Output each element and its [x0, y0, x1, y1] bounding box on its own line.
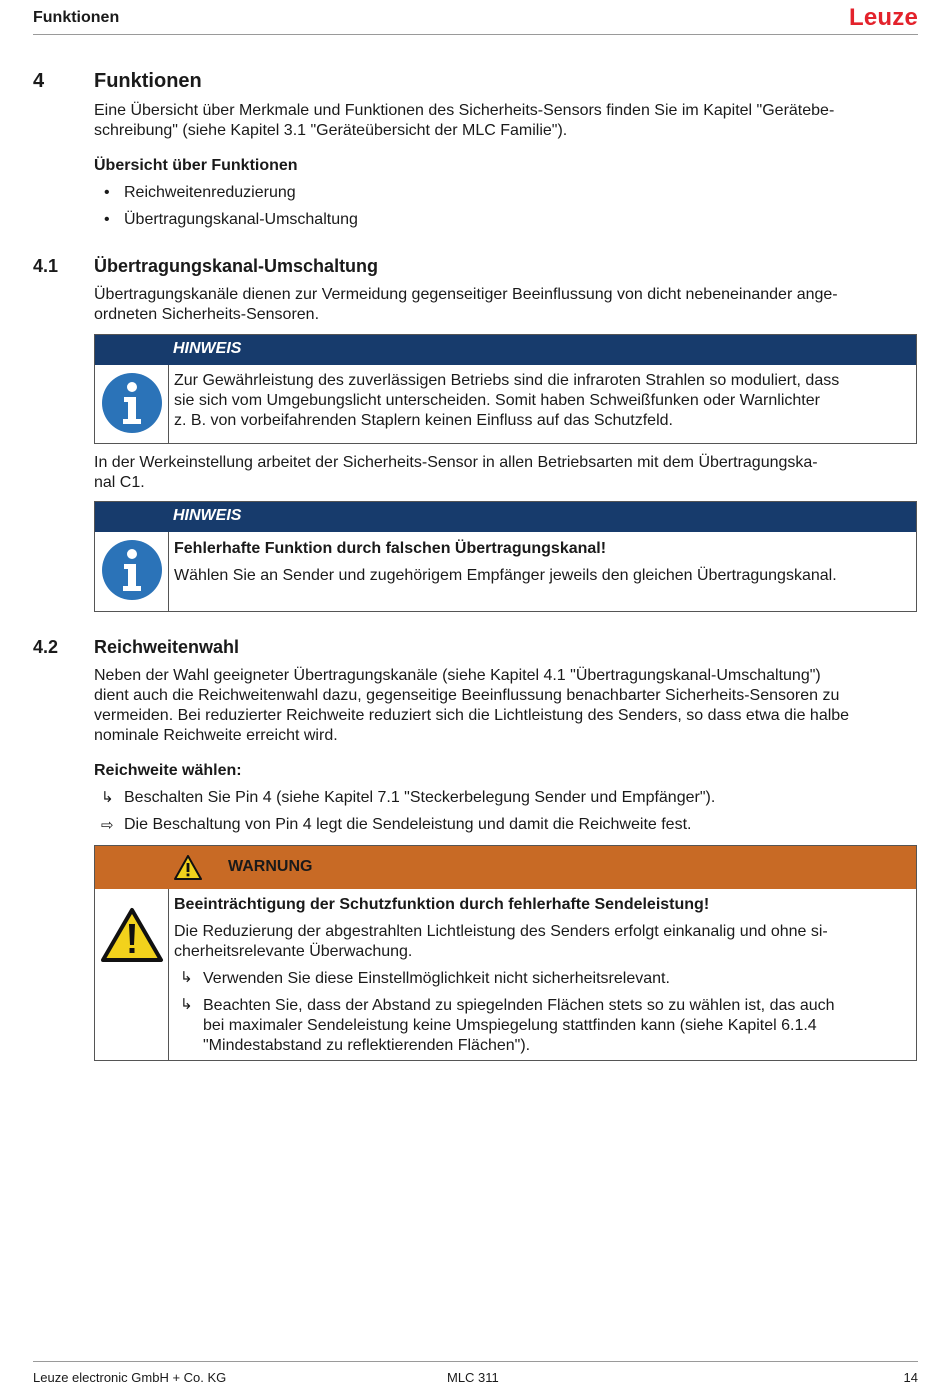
section-4-number: 4: [33, 70, 45, 92]
step-arrow-icon: ↳: [180, 996, 193, 1013]
footer-product: MLC 311: [447, 1370, 499, 1385]
notice-header: [95, 335, 916, 365]
notice-line: sie sich vom Umgebungslicht unterscheiden. Somit haben Schweißfunken oder Warnlichter: [174, 392, 820, 409]
bullet-symbol: •: [104, 184, 110, 201]
warning-step: "Mindestabstand zu reflektierenden Flächen").: [203, 1037, 531, 1054]
notice-box: [94, 501, 917, 612]
info-icon: [102, 540, 162, 600]
footer-divider: [33, 1361, 918, 1362]
header-divider: [33, 34, 918, 35]
paragraph-line: nal C1.: [94, 474, 145, 491]
paragraph-line: In der Werkeinstellung arbeitet der Sicherheits-Sensor in allen Betriebsarten mit dem Übertragungska-: [94, 454, 818, 471]
warning-step: bei maximaler Sendeleistung keine Umspiegelung stattfinden kann (siehe Kapitel 6.1.4: [203, 1017, 817, 1034]
list-item: Übertragungskanal-Umschaltung: [124, 211, 358, 228]
section-4-2-title: Reichweitenwahl: [94, 637, 240, 657]
overview-heading: Übersicht über Funktionen: [94, 157, 298, 174]
section-4-title: Funktionen: [94, 70, 202, 92]
warning-small-icon: [174, 855, 202, 880]
steps-heading: Reichweite wählen:: [94, 762, 242, 779]
warning-bold-line: Beeinträchtigung der Schutzfunktion durch fehlerhafte Sendeleistung!: [174, 896, 710, 913]
notice-text: [174, 371, 906, 431]
step-arrow-icon: ↳: [180, 969, 193, 986]
section-4-2-number: 4.2: [33, 637, 59, 657]
intro-line-1: Eine Übersicht über Merkmale und Funktionen des Sicherheits-Sensors finden Sie im Kapitel "Gerätebe-: [94, 102, 835, 119]
warning-triangle-icon: [100, 907, 164, 963]
paragraph-line: vermeiden. Bei reduzierter Reichweite reduziert sich die Lichtleistung des Senders, so dass etwa die halbe: [94, 707, 850, 724]
section-4-2-paragraph: [94, 666, 906, 746]
footer-company: Leuze electronic GmbH + Co. KG: [33, 1370, 227, 1385]
notice-header: [95, 502, 916, 532]
section-4-1-number: 4.1: [33, 256, 59, 276]
paragraph-line: nominale Reichweite erreicht wird.: [94, 727, 338, 744]
step-item: Beschalten Sie Pin 4 (siehe Kapitel 7.1 "Steckerbelegung Sender und Empfänger").: [124, 789, 716, 806]
bullet-symbol: •: [104, 211, 110, 228]
warning-line: Die Reduzierung der abgestrahlten Lichtleistung des Senders erfolgt einkanalig und ohne si-: [174, 923, 828, 940]
page-number: 14: [903, 1370, 918, 1385]
leuze-logo: Leuze: [848, 4, 918, 31]
paragraph-line: ordneten Sicherheits-Sensoren.: [94, 306, 320, 323]
notice-divider: [168, 365, 169, 443]
warning-text: [174, 895, 906, 1056]
notice-line: z. B. von vorbeifahrenden Staplern keinen Einfluss auf das Schutzfeld.: [174, 412, 673, 429]
paragraph-line: dient auch die Reichweitenwahl dazu, gegenseitige Beeinflussung benachbarter Sicherheits-Sensoren zu: [94, 687, 840, 704]
notice-label: HINWEIS: [173, 340, 242, 357]
step-arrow-icon: ↳: [101, 789, 114, 806]
notice-divider: [168, 532, 169, 611]
running-header-title: Funktionen: [33, 9, 120, 26]
warning-box: [94, 845, 917, 1061]
paragraph-line: Übertragungskanäle dienen zur Vermeidung gegenseitiger Beeinflussung von dicht nebeneinander ange-: [94, 286, 838, 303]
notice-bold-line: Fehlerhafte Funktion durch falschen Übertragungskanal!: [174, 540, 607, 557]
section-4-1-paragraph: [94, 285, 906, 325]
warning-step: Beachten Sie, dass der Abstand zu spiegelnden Flächen stets so zu wählen ist, das auch: [203, 997, 835, 1014]
intro-line-2: schreibung" (siehe Kapitel 3.1 "Geräteübersicht der MLC Familie").: [94, 122, 568, 139]
paragraph-line: Neben der Wahl geeigneter Übertragungskanäle (siehe Kapitel 4.1 "Übertragungskanal-Umschaltung"): [94, 667, 821, 684]
warning-label: WARNUNG: [228, 858, 313, 875]
notice-line: Zur Gewährleistung des zuverlässigen Betriebs sind die infraroten Strahlen so moduliert, dass: [174, 372, 840, 389]
info-icon: [102, 373, 162, 433]
result-arrow-icon: ⇨: [101, 817, 114, 834]
warning-line: cherheitsrelevante Überwachung.: [174, 943, 413, 960]
warning-header: [95, 846, 916, 889]
notice-box: [94, 334, 917, 444]
warning-divider: [168, 889, 169, 1060]
section-4-1-title: Übertragungskanal-Umschaltung: [94, 256, 379, 276]
warning-step: Verwenden Sie diese Einstellmöglichkeit nicht sicherheitsrelevant.: [203, 970, 670, 987]
notice-label: HINWEIS: [173, 507, 242, 524]
section-4-1-paragraph-2: [94, 453, 906, 493]
notice-text: [174, 539, 906, 586]
notice-line: Wählen Sie an Sender und zugehörigem Empfänger jeweils den gleichen Übertragungskanal.: [174, 567, 837, 584]
result-item: Die Beschaltung von Pin 4 legt die Sendeleistung und damit die Reichweite fest.: [124, 816, 692, 833]
section-4-intro: [94, 101, 906, 141]
list-item: Reichweitenreduzierung: [124, 184, 296, 201]
